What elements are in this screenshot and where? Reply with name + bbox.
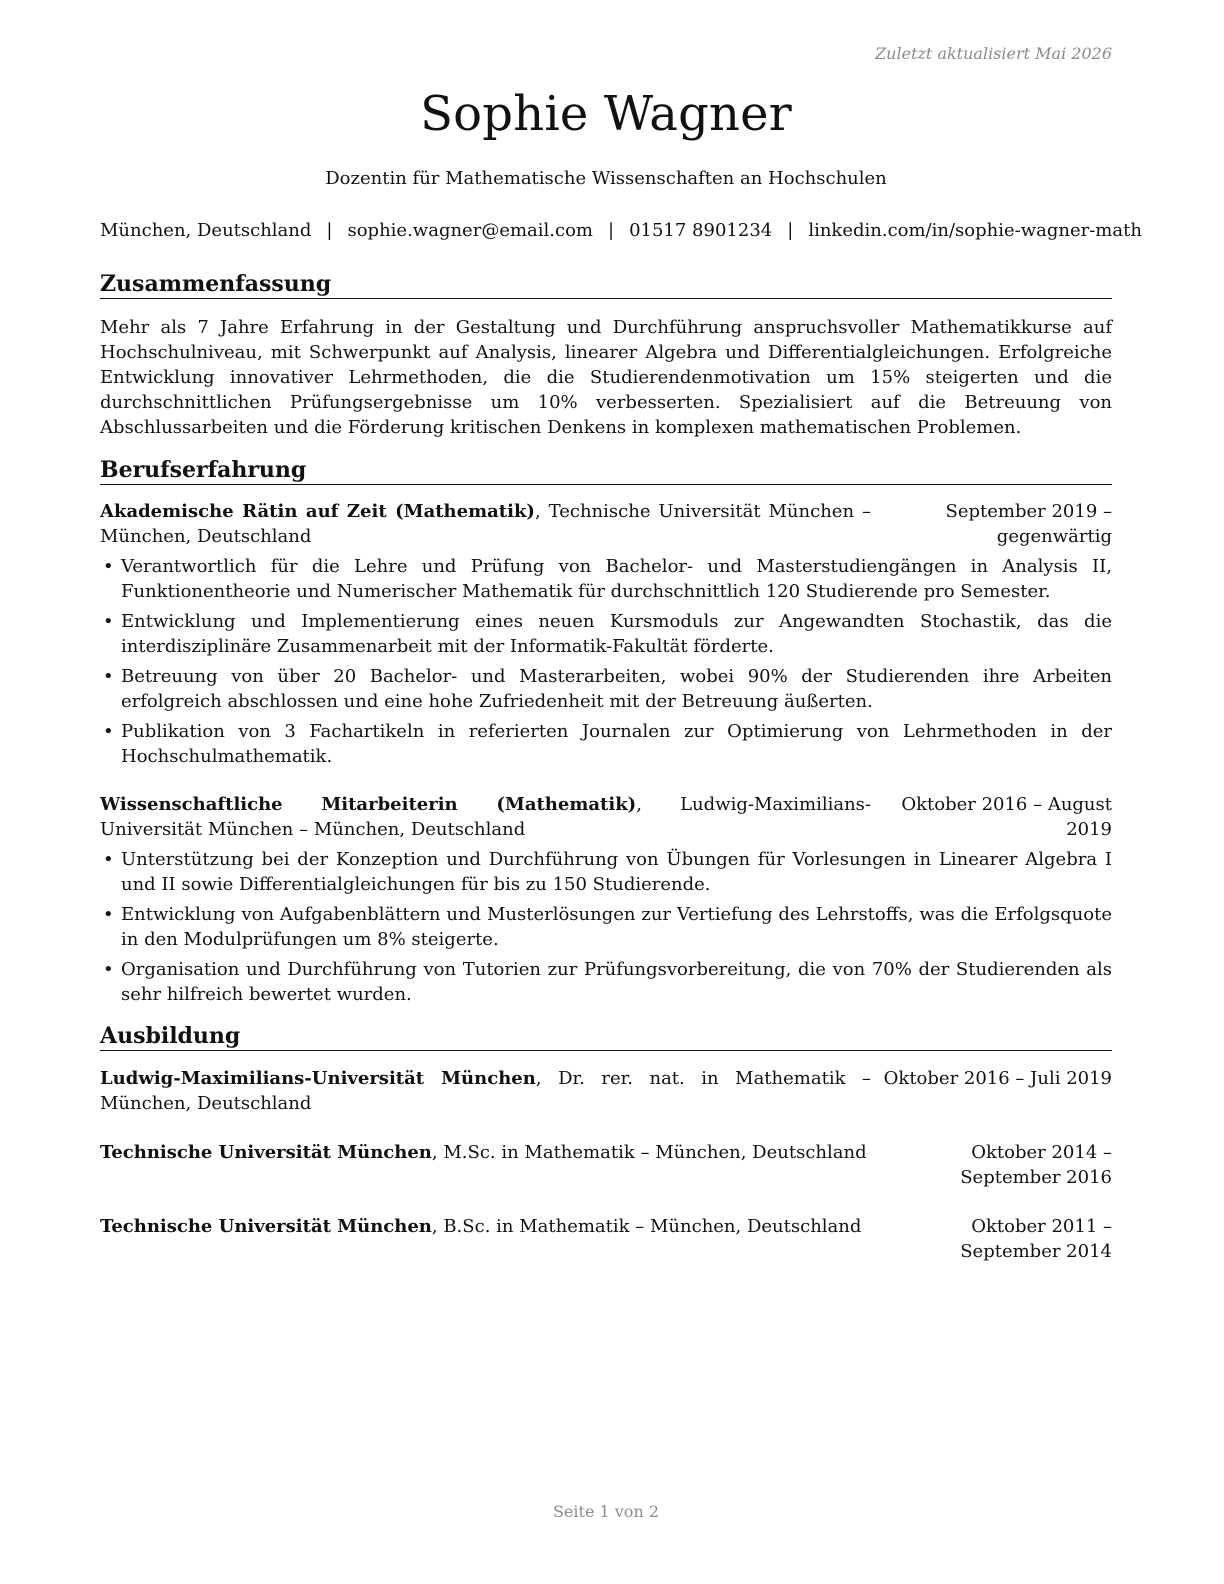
job-title-line bbox=[100, 792, 871, 842]
education-dates: Oktober 2011 – September 2014 bbox=[960, 1216, 1112, 1262]
job-header bbox=[100, 792, 1112, 842]
job-header bbox=[100, 499, 1112, 549]
list-item: • Entwicklung von Aufgabenblättern und Musterlösungen zur Vertiefung des Lehrstoffs, was die Erfolgsquote in den Modulprüfungen um 8% steigerte. bbox=[100, 902, 1112, 952]
job-title-line bbox=[100, 499, 871, 549]
contact-separator: | bbox=[326, 220, 333, 241]
list-item: • Unterstützung bei der Konzeption und Durchführung von Übungen für Vorlesungen in Linearer Algebra I und II sowie Differentialgleichungen für bis zu 150 Studierende. bbox=[100, 847, 1112, 897]
job-bullets bbox=[100, 554, 1112, 774]
contact-linkedin[interactable]: linkedin.com/in/sophie-wagner-math bbox=[808, 220, 1142, 241]
contact-email[interactable]: sophie.wagner@email.com bbox=[347, 220, 593, 241]
job-role: Wissenschaftliche Mitarbeiterin (Mathematik) bbox=[100, 794, 637, 815]
education-school: Technische Universität München bbox=[100, 1142, 432, 1163]
education-dates: Oktober 2016 – Juli 2019 bbox=[883, 1068, 1112, 1089]
education-item bbox=[100, 1214, 1112, 1264]
education-degree: , Dr. rer. nat. in Mathematik – München, Deutschland bbox=[100, 1068, 872, 1114]
education-school: Ludwig-Maximilians-Universität München bbox=[100, 1068, 536, 1089]
education-school: Technische Universität München bbox=[100, 1216, 432, 1237]
list-item: • Entwicklung und Implementierung eines neuen Kursmoduls zur Angewandten Stochastik, das die interdisziplinäre Zusammenarbeit mit der Informatik-Fakultät förderte. bbox=[100, 609, 1112, 659]
list-item: • Publikation von 3 Fachartikeln in referierten Journalen zur Optimierung von Lehrmethoden in der Hochschulmathematik. bbox=[100, 719, 1112, 769]
education-degree: , M.Sc. in Mathematik – München, Deutschland bbox=[431, 1142, 867, 1163]
job-org: , Ludwig-Maximilians-Universität München – München, Deutschland bbox=[100, 794, 871, 840]
education-item bbox=[100, 1140, 1112, 1190]
section-title-education: Ausbildung bbox=[100, 1022, 1112, 1051]
job-dates: September 2019 – gegenwärtig bbox=[945, 501, 1112, 547]
list-item: • Betreuung von über 20 Bachelor- und Masterarbeiten, wobei 90% der Studierenden ihre Arbeiten erfolgreich abschlossen und eine hohe Zufriedenheit mit der Betreuung äußerten. bbox=[100, 664, 1112, 714]
contact-phone: 01517 8901234 bbox=[629, 220, 773, 241]
contact-separator: | bbox=[608, 220, 615, 241]
last-updated: Zuletzt aktualisiert Mai 2026 bbox=[875, 44, 1112, 63]
education-line bbox=[100, 1214, 871, 1264]
education-degree: , B.Sc. in Mathematik – München, Deutschland bbox=[431, 1216, 862, 1237]
list-item: • Organisation und Durchführung von Tutorien zur Prüfungsvorbereitung, die von 70% der Studierenden als sehr hilfreich bewertet wurden. bbox=[100, 957, 1112, 1007]
summary-text: Mehr als 7 Jahre Erfahrung in der Gestaltung und Durchführung anspruchsvoller Mathematikkurse auf Hochschulniveau, mit Schwerpunkt auf Analysis, linearer Algebra und Differentialgleichungen. Erfolgreiche Entwicklung innovativer Lehrmethoden, die die Studierendenmotivation um 15% steigerten und die durchschnittlichen Prüfungsergebnisse um 10% verbesserten. Spezialisiert auf die Betreuung von Abschlussarbeiten und die Förderung kritischen Denkens in komplexen mathematischen Problemen. bbox=[100, 317, 1112, 438]
job-org: , Technische Universität München – München, Deutschland bbox=[100, 501, 871, 547]
list-item: • Verantwortlich für die Lehre und Prüfung von Bachelor- und Masterstudiengängen in Analysis II, Funktionentheorie und Numerischer Mathematik für durchschnittlich 120 Studierende pro Semester. bbox=[100, 554, 1112, 604]
contact-line bbox=[100, 220, 1142, 241]
section-title-experience: Berufserfahrung bbox=[100, 456, 1112, 485]
education-line bbox=[100, 1140, 871, 1190]
headline: Dozentin für Mathematische Wissenschaften an Hochschulen bbox=[325, 168, 887, 189]
education-item bbox=[100, 1066, 1112, 1116]
job-dates: Oktober 2016 – August 2019 bbox=[901, 794, 1112, 840]
person-name: Sophie Wagner bbox=[420, 86, 792, 142]
job-role: Akademische Rätin auf Zeit (Mathematik) bbox=[100, 501, 535, 522]
contact-separator: | bbox=[787, 220, 794, 241]
page-number: Seite 1 von 2 bbox=[552, 1502, 660, 1521]
education-line bbox=[100, 1066, 871, 1116]
contact-location: München, Deutschland bbox=[100, 220, 312, 241]
section-title-summary: Zusammenfassung bbox=[100, 270, 1112, 299]
education-dates: Oktober 2014 – September 2016 bbox=[960, 1142, 1112, 1188]
job-bullets bbox=[100, 847, 1112, 1012]
